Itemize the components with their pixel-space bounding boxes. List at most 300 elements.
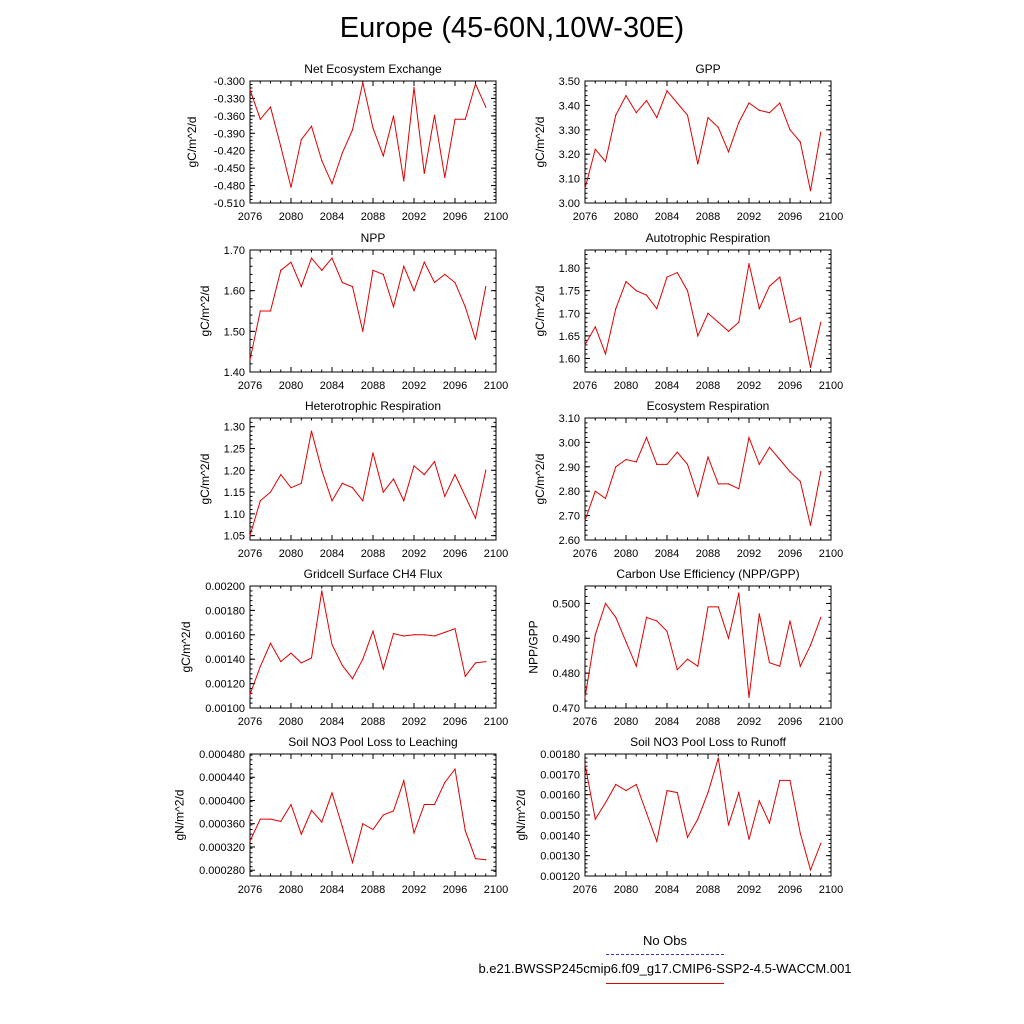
y-tick-label: 0.00150	[540, 810, 580, 822]
data-point	[393, 810, 394, 811]
data-point	[666, 790, 667, 791]
data-point	[605, 498, 606, 499]
x-tick-label: 2080	[278, 211, 304, 223]
y-tick-label: -0.300	[213, 76, 245, 88]
data-point	[372, 270, 373, 271]
data-point	[362, 823, 363, 824]
y-axis-label: gC/m^2/d	[197, 453, 212, 505]
x-tick-label: 2096	[777, 211, 803, 223]
data-point	[485, 661, 486, 662]
chart-panel-1	[185, 62, 508, 223]
data-point	[800, 317, 801, 318]
x-tick-label: 2092	[736, 380, 762, 392]
y-tick-label: -0.420	[213, 145, 245, 158]
data-point	[584, 520, 585, 521]
y-tick-label: 0.500	[552, 598, 580, 611]
data-point	[625, 641, 626, 642]
y-axis-label: gC/m^2/d	[185, 116, 200, 168]
data-point	[342, 152, 343, 153]
data-point	[728, 483, 729, 484]
data-point	[595, 634, 596, 635]
series-line	[250, 431, 486, 535]
y-tick-label: 2.80	[558, 486, 580, 499]
y-tick-label: 1.60	[223, 285, 245, 298]
y-tick-label: 3.10	[558, 173, 580, 186]
data-point	[759, 308, 760, 309]
chart-panel-8	[527, 567, 844, 728]
data-point	[656, 841, 657, 842]
x-tick-label: 2096	[777, 716, 803, 728]
data-point	[342, 483, 343, 484]
data-point	[424, 262, 425, 263]
data-point	[403, 635, 404, 636]
y-axis-label: gC/m^2/d	[197, 285, 212, 337]
data-point	[372, 829, 373, 830]
x-tick-label: 2100	[483, 548, 509, 560]
data-point	[280, 474, 281, 475]
data-point	[290, 262, 291, 263]
data-point	[728, 825, 729, 826]
y-tick-label: 0.00100	[205, 703, 245, 715]
x-tick-label: 2096	[442, 716, 468, 728]
y-axis-label: gC/m^2/d	[178, 621, 193, 673]
y-tick-label: 1.70	[558, 308, 580, 321]
data-point	[475, 662, 476, 663]
data-point	[280, 821, 281, 822]
data-point	[759, 464, 760, 465]
data-point	[584, 764, 585, 765]
data-point	[605, 603, 606, 604]
y-tick-label: 0.00180	[205, 605, 245, 618]
data-point	[485, 107, 486, 108]
data-point	[810, 869, 811, 870]
data-point	[352, 286, 353, 287]
data-point	[615, 466, 616, 467]
y-tick-label: 0.00140	[540, 830, 580, 843]
x-tick-label: 2096	[777, 380, 803, 392]
data-point	[403, 180, 404, 181]
data-point	[444, 632, 445, 633]
data-point	[270, 818, 271, 819]
x-tick-label: 2084	[319, 884, 345, 896]
series-line	[250, 769, 486, 863]
data-point	[595, 149, 596, 150]
x-tick-label: 2092	[736, 211, 762, 223]
chart-panel-6	[533, 399, 843, 560]
data-point	[393, 115, 394, 116]
data-point	[342, 826, 343, 827]
y-axis-label: gC/m^2/d	[532, 285, 547, 337]
data-point	[687, 837, 688, 838]
y-tick-label: 2.90	[558, 461, 580, 474]
data-point	[301, 286, 302, 287]
data-point	[321, 470, 322, 471]
y-tick-label: 0.00180	[540, 749, 580, 761]
y-tick-label: 0.000320	[199, 841, 245, 854]
data-point	[646, 295, 647, 296]
x-tick-label: 2080	[278, 884, 304, 896]
data-point	[454, 119, 455, 120]
plot-frame	[585, 418, 831, 540]
y-tick-label: 0.00140	[205, 654, 245, 667]
data-point	[454, 769, 455, 770]
data-point	[413, 290, 414, 291]
chart-title: Soil NO3 Pool Loss to Leaching	[288, 735, 458, 749]
data-point	[413, 634, 414, 635]
data-point	[800, 833, 801, 834]
data-point	[413, 832, 414, 833]
y-tick-label: 0.000280	[199, 865, 245, 878]
data-point	[595, 491, 596, 492]
data-point	[697, 666, 698, 667]
data-point	[800, 481, 801, 482]
data-point	[331, 792, 332, 793]
y-tick-label: 0.00130	[540, 850, 580, 863]
y-tick-label: 2.70	[558, 510, 580, 523]
legend-obs-label: No Obs	[642, 933, 688, 948]
chart-panel-4	[533, 231, 843, 392]
x-tick-label: 2076	[572, 380, 598, 392]
x-tick-label: 2080	[613, 884, 639, 896]
chart-panel-9	[173, 735, 509, 896]
data-point	[321, 270, 322, 271]
data-point	[728, 151, 729, 152]
x-tick-label: 2080	[613, 548, 639, 560]
y-tick-label: 0.00120	[205, 678, 245, 691]
y-axis-label: NPP/GPP	[526, 620, 541, 674]
x-tick-label: 2100	[483, 884, 509, 896]
data-point	[372, 452, 373, 453]
data-point	[769, 447, 770, 448]
data-point	[352, 129, 353, 130]
x-tick-label: 2084	[319, 548, 345, 560]
data-point	[605, 161, 606, 162]
data-point	[707, 792, 708, 793]
data-point	[424, 804, 425, 805]
plot-frame	[250, 754, 496, 876]
data-point	[260, 818, 261, 819]
y-tick-label: 1.40	[223, 367, 245, 379]
x-tick-label: 2092	[401, 211, 427, 223]
data-point	[485, 286, 486, 287]
data-point	[260, 119, 261, 120]
data-point	[362, 82, 363, 83]
data-point	[311, 126, 312, 127]
series-line	[250, 258, 486, 360]
data-point	[290, 187, 291, 188]
data-point	[656, 117, 657, 118]
data-point	[270, 643, 271, 644]
data-point	[687, 290, 688, 291]
x-tick-label: 2076	[237, 548, 263, 560]
data-point	[485, 859, 486, 860]
y-tick-label: 0.00160	[205, 629, 245, 642]
data-point	[311, 810, 312, 811]
data-point	[424, 173, 425, 174]
data-point	[260, 500, 261, 501]
data-point	[362, 331, 363, 332]
data-point	[707, 606, 708, 607]
data-point	[687, 464, 688, 465]
x-tick-label: 2084	[654, 548, 680, 560]
y-tick-label: 3.10	[558, 413, 580, 425]
data-point	[769, 823, 770, 824]
data-point	[666, 464, 667, 465]
x-tick-label: 2084	[319, 380, 345, 392]
data-point	[636, 461, 637, 462]
data-point	[789, 471, 790, 472]
data-point	[331, 644, 332, 645]
data-point	[677, 792, 678, 793]
x-tick-label: 2084	[319, 211, 345, 223]
y-tick-label: 1.30	[223, 421, 245, 434]
data-point	[677, 669, 678, 670]
y-tick-label: 0.490	[552, 633, 580, 646]
y-tick-label: -0.480	[213, 180, 245, 193]
data-point	[301, 662, 302, 663]
data-point	[260, 666, 261, 667]
x-tick-label: 2084	[654, 380, 680, 392]
data-point	[595, 818, 596, 819]
data-point	[615, 308, 616, 309]
data-point	[738, 488, 739, 489]
x-tick-label: 2092	[736, 716, 762, 728]
y-tick-label: 3.00	[558, 437, 580, 450]
y-tick-label: 3.00	[558, 198, 580, 210]
data-point	[290, 653, 291, 654]
data-point	[290, 804, 291, 805]
data-point	[454, 282, 455, 283]
data-point	[352, 678, 353, 679]
plot-frame	[250, 250, 496, 372]
x-tick-label: 2088	[360, 380, 386, 392]
data-point	[656, 464, 657, 465]
x-tick-label: 2092	[401, 884, 427, 896]
x-tick-label: 2076	[572, 548, 598, 560]
data-point	[677, 102, 678, 103]
x-tick-label: 2080	[278, 716, 304, 728]
chart-panel-10	[514, 735, 843, 896]
data-point	[666, 90, 667, 91]
x-tick-label: 2076	[572, 211, 598, 223]
data-point	[615, 617, 616, 618]
data-point	[475, 339, 476, 340]
x-tick-label: 2092	[401, 380, 427, 392]
data-point	[769, 112, 770, 113]
data-point	[383, 155, 384, 156]
data-point	[434, 461, 435, 462]
data-point	[249, 694, 250, 695]
data-point	[625, 95, 626, 96]
data-point	[372, 631, 373, 632]
data-point	[290, 487, 291, 488]
data-point	[789, 322, 790, 323]
x-tick-label: 2084	[654, 884, 680, 896]
x-tick-label: 2100	[818, 884, 844, 896]
data-point	[707, 117, 708, 118]
plot-frame	[250, 418, 496, 540]
data-point	[383, 491, 384, 492]
x-tick-label: 2088	[695, 380, 721, 392]
data-point	[475, 518, 476, 519]
data-point	[728, 331, 729, 332]
data-point	[465, 306, 466, 307]
x-tick-label: 2084	[319, 716, 345, 728]
y-axis-label: gC/m^2/d	[532, 453, 547, 505]
data-point	[697, 163, 698, 164]
y-axis-label: gC/m^2/d	[532, 116, 547, 168]
data-point	[636, 784, 637, 785]
y-tick-label: -0.360	[213, 110, 245, 123]
chart-title: Net Ecosystem Exchange	[304, 62, 442, 76]
data-point	[810, 190, 811, 191]
data-point	[280, 661, 281, 662]
data-point	[748, 697, 749, 698]
data-point	[352, 487, 353, 488]
data-point	[738, 792, 739, 793]
x-tick-label: 2084	[654, 716, 680, 728]
data-point	[584, 188, 585, 189]
plot-frame	[585, 754, 831, 876]
data-point	[748, 437, 749, 438]
y-tick-label: 1.20	[223, 465, 245, 478]
data-point	[759, 800, 760, 801]
data-point	[625, 281, 626, 282]
chart-title: Autotrophic Respiration	[645, 231, 771, 245]
data-point	[687, 659, 688, 660]
data-point	[759, 613, 760, 614]
data-point	[718, 757, 719, 758]
data-point	[820, 322, 821, 323]
data-point	[748, 102, 749, 103]
data-point	[636, 112, 637, 113]
data-point	[249, 535, 250, 536]
data-point	[646, 812, 647, 813]
x-tick-label: 2080	[613, 380, 639, 392]
data-point	[779, 780, 780, 781]
data-point	[372, 127, 373, 128]
x-tick-label: 2096	[442, 380, 468, 392]
data-point	[444, 496, 445, 497]
data-point	[403, 266, 404, 267]
x-tick-label: 2096	[442, 548, 468, 560]
data-point	[810, 645, 811, 646]
x-tick-label: 2100	[483, 211, 509, 223]
data-point	[687, 115, 688, 116]
series-line	[250, 83, 486, 188]
plot-frame	[585, 250, 831, 372]
y-tick-label: 0.480	[552, 668, 580, 681]
x-tick-label: 2096	[777, 548, 803, 560]
data-point	[728, 638, 729, 639]
data-point	[769, 286, 770, 287]
x-tick-label: 2076	[572, 884, 598, 896]
data-point	[301, 139, 302, 140]
data-point	[800, 141, 801, 142]
data-point	[605, 353, 606, 354]
x-tick-label: 2096	[442, 211, 468, 223]
data-point	[636, 290, 637, 291]
data-point	[301, 483, 302, 484]
y-tick-label: 1.25	[223, 443, 245, 456]
data-point	[444, 274, 445, 275]
x-tick-label: 2088	[360, 211, 386, 223]
data-point	[810, 525, 811, 526]
data-point	[697, 335, 698, 336]
data-point	[413, 465, 414, 466]
x-tick-label: 2100	[818, 548, 844, 560]
data-point	[800, 666, 801, 667]
data-point	[584, 697, 585, 698]
data-point	[331, 258, 332, 259]
x-tick-label: 2088	[695, 884, 721, 896]
data-point	[779, 666, 780, 667]
data-point	[779, 277, 780, 278]
series-line	[585, 758, 821, 870]
y-tick-label: 1.10	[223, 508, 245, 521]
data-point	[321, 821, 322, 822]
plot-frame	[585, 586, 831, 708]
data-point	[260, 310, 261, 311]
chart-title: GPP	[695, 62, 721, 76]
data-point	[362, 659, 363, 660]
y-tick-label: 3.20	[558, 149, 580, 162]
data-point	[434, 282, 435, 283]
chart-title: Carbon Use Efficiency (NPP/GPP)	[616, 567, 800, 581]
data-point	[311, 657, 312, 658]
data-point	[403, 780, 404, 781]
x-tick-label: 2100	[483, 716, 509, 728]
data-point	[718, 606, 719, 607]
data-point	[820, 843, 821, 844]
chart-title: Ecosystem Respiration	[646, 399, 770, 413]
data-point	[820, 617, 821, 618]
data-point	[444, 177, 445, 178]
y-tick-label: 2.60	[558, 535, 580, 547]
data-point	[656, 620, 657, 621]
data-point	[485, 470, 486, 471]
data-point	[475, 83, 476, 84]
data-point	[403, 500, 404, 501]
data-point	[625, 459, 626, 460]
data-point	[475, 858, 476, 859]
x-tick-label: 2096	[777, 884, 803, 896]
data-point	[666, 631, 667, 632]
data-point	[748, 839, 749, 840]
y-tick-label: 0.000400	[199, 795, 245, 808]
y-tick-label: 1.75	[558, 285, 580, 298]
x-tick-label: 2076	[572, 716, 598, 728]
x-tick-label: 2088	[360, 884, 386, 896]
x-tick-label: 2088	[360, 716, 386, 728]
data-point	[321, 160, 322, 161]
x-tick-label: 2100	[818, 380, 844, 392]
data-point	[789, 620, 790, 621]
data-point	[615, 784, 616, 785]
y-tick-label: 0.000360	[199, 818, 245, 831]
x-tick-label: 2080	[613, 211, 639, 223]
x-tick-label: 2096	[442, 884, 468, 896]
data-point	[454, 628, 455, 629]
data-point	[820, 471, 821, 472]
series-line	[585, 593, 821, 698]
y-tick-label: 0.000480	[199, 749, 245, 761]
data-point	[249, 89, 250, 90]
data-point	[738, 592, 739, 593]
data-point	[280, 146, 281, 147]
x-tick-label: 2080	[613, 716, 639, 728]
y-tick-label: -0.330	[213, 93, 245, 106]
